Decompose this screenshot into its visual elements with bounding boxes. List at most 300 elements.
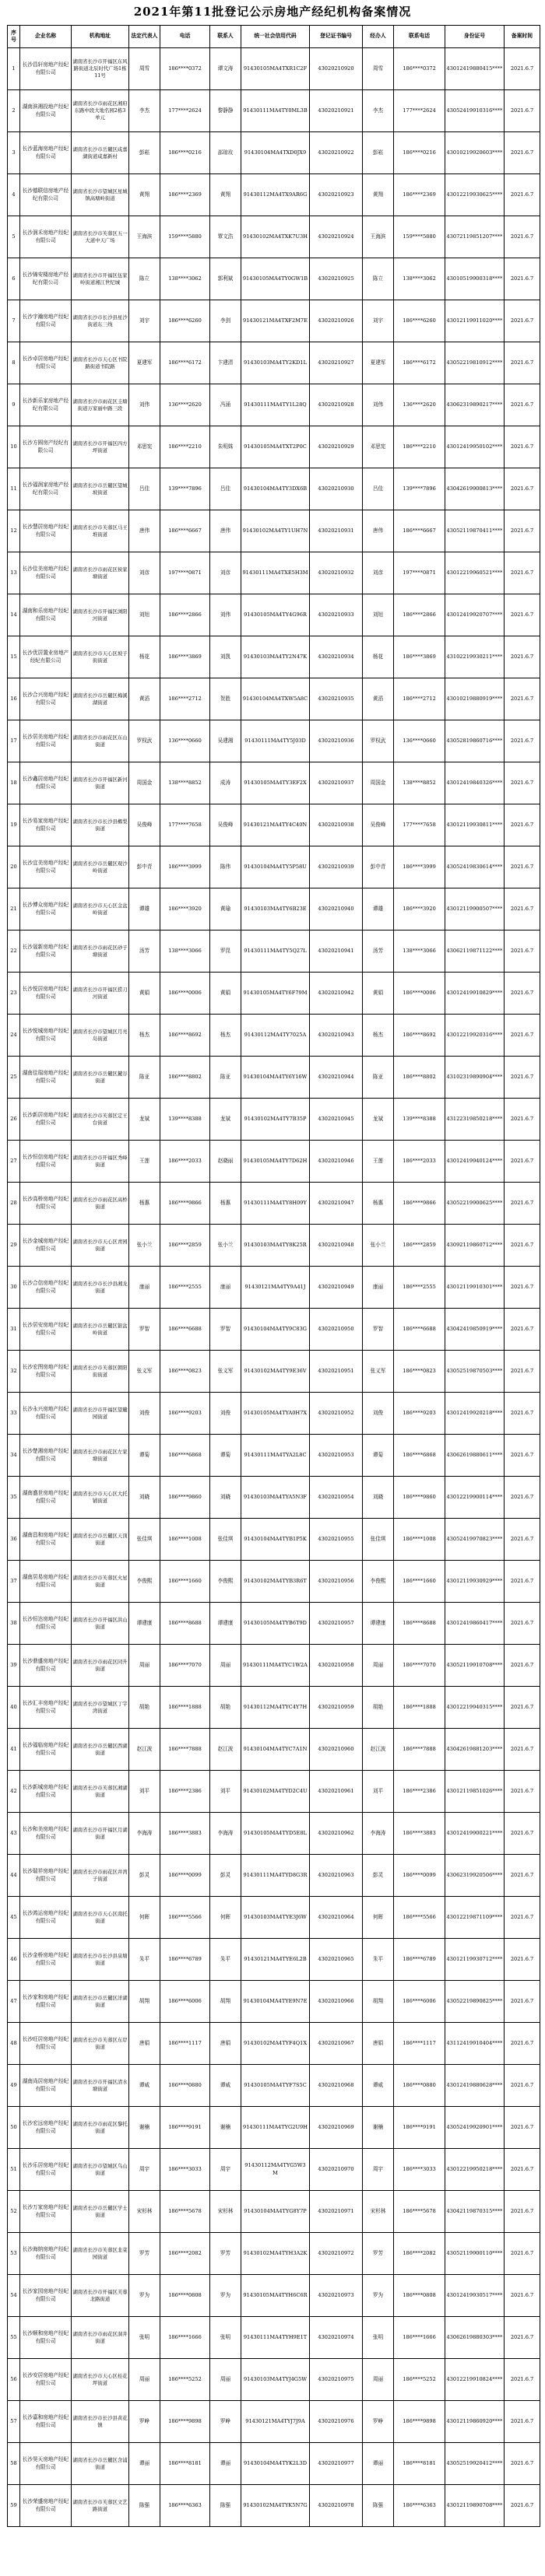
cell-agent: 宋杉林	[363, 2191, 394, 2233]
cell-credit-code: 91430112MA4TX9AR6G	[241, 174, 310, 216]
cell-seq: 30	[8, 1267, 20, 1309]
cell-seq: 47	[8, 1981, 20, 2023]
cell-id-number: 43102219930211****	[445, 636, 505, 678]
page-title: 2021年第11批登记公示房地产经纪机构备案情况	[133, 5, 412, 19]
cell-company: 长沙宏图房地产经纪有限公司	[20, 1351, 72, 1393]
cell-agent: 刘旭	[363, 594, 394, 636]
table-row	[8, 1267, 540, 1309]
cell-registration-number: 43020210947	[310, 1183, 363, 1225]
cell-seq: 36	[8, 1519, 20, 1561]
cell-date: 2021.6.7	[505, 48, 540, 90]
cell-seq: 32	[8, 1351, 20, 1393]
cell-registration-number: 43020210972	[310, 2233, 363, 2275]
cell-id-number: 43052819860716****	[445, 720, 505, 762]
cell-address: 湖南省长沙市岳麓区咸嘉湖街道咸嘉新村	[72, 132, 129, 174]
cell-seq: 23	[8, 973, 20, 1015]
cell-agent: 罗智	[363, 1309, 394, 1351]
cell-contact: 康丽	[210, 1267, 241, 1309]
cell-tel: 186****6667	[394, 510, 445, 552]
cell-contact: 陈伟	[210, 846, 241, 888]
cell-contact: 张明	[210, 2317, 241, 2359]
cell-address: 湖南省长沙市天心区青园街道	[72, 1225, 129, 1267]
cell-tel: 186****0006	[394, 973, 445, 1015]
cell-seq: 1	[8, 48, 20, 90]
cell-date: 2021.6.7	[505, 720, 540, 762]
cell-rep: 罗峥	[129, 2401, 160, 2443]
table-row	[8, 594, 540, 636]
cell-registration-number: 43020210965	[310, 1939, 363, 1981]
cell-agent: 邓思宪	[363, 426, 394, 468]
cell-credit-code: 91430111MA4TY5J03D	[241, 720, 310, 762]
cell-tel: 186****5252	[394, 2359, 445, 2401]
cell-tel: 138****3062	[394, 258, 445, 300]
cell-id-number: 43012119910301****	[445, 1267, 505, 1309]
table-row	[8, 1309, 540, 1351]
cell-phone: 186****1888	[160, 1687, 210, 1729]
cell-rep: 周丽	[129, 2359, 160, 2401]
cell-seq: 10	[8, 426, 20, 468]
cell-rep: 李海涛	[129, 1813, 160, 1855]
cell-company: 长沙金桥房地产经纪有限公司	[20, 1939, 72, 1981]
cell-id-number: 43012219940315****	[445, 1687, 505, 1729]
cell-date: 2021.6.7	[505, 1519, 540, 1561]
cell-tel: 186****8688	[394, 1603, 445, 1645]
header-phone: 电话	[160, 26, 210, 48]
header-company: 企业名称	[20, 26, 72, 48]
cell-contact: 张佳琪	[210, 1519, 241, 1561]
cell-contact: 周宇	[210, 2149, 241, 2191]
cell-id-number: 43010519900318****	[445, 258, 505, 300]
cell-credit-code: 91430102MA4TYH3A2K	[241, 2233, 310, 2275]
cell-seq: 22	[8, 931, 20, 973]
cell-contact: 杨杰	[210, 1015, 241, 1057]
cell-address: 湖南省长沙市岳麓区梅溪湖街道	[72, 678, 129, 720]
cell-id-number: 43012119860920****	[445, 2401, 505, 2443]
cell-id-number: 43012419920707****	[445, 594, 505, 636]
cell-id-number: 43052419920901****	[445, 2107, 505, 2149]
cell-tel: 186****6868	[394, 1435, 445, 1477]
cell-credit-code: 91430121MA4TYJ7J9A	[241, 2401, 310, 2443]
cell-tel: 186****0099	[394, 1855, 445, 1897]
cell-company: 长沙顺和房地产经纪有限公司	[20, 2317, 72, 2359]
cell-id-number: 43012119930929****	[445, 1561, 505, 1603]
cell-tel: 186****7070	[394, 1645, 445, 1687]
cell-date: 2021.6.7	[505, 1981, 540, 2023]
cell-seq: 31	[8, 1309, 20, 1351]
table-row	[8, 216, 540, 258]
cell-registration-number: 43020210925	[310, 258, 363, 300]
cell-address: 湖南省长沙市岳麓区银盆岭街道	[72, 1309, 129, 1351]
cell-address: 湖南省长沙市雨花区洞井街道	[72, 2317, 129, 2359]
cell-date: 2021.6.7	[505, 2233, 540, 2275]
cell-credit-code: 91430104MA4TY6Y16W	[241, 1057, 310, 1099]
cell-seq: 34	[8, 1435, 20, 1477]
cell-seq: 9	[8, 384, 20, 426]
table-row	[8, 426, 540, 468]
cell-date: 2021.6.7	[505, 2317, 540, 2359]
cell-company: 长沙宇瀚房地产经纪有限公司	[20, 300, 72, 342]
cell-agent: 谭威	[363, 2065, 394, 2107]
cell-rep: 汤芳	[129, 931, 160, 973]
table-row	[8, 384, 540, 426]
cell-contact: 谭菊	[210, 1435, 241, 1477]
cell-seq: 42	[8, 1771, 20, 1813]
cell-agent: 陈亚	[363, 1057, 394, 1099]
cell-contact: 吴俊峰	[210, 804, 241, 846]
cell-phone: 186****0006	[160, 973, 210, 1015]
cell-credit-code: 91430104MA4TYG8Y7P	[241, 2191, 310, 2233]
cell-phone: 186****9866	[160, 1183, 210, 1225]
cell-agent: 赵江波	[363, 1729, 394, 1771]
cell-credit-code: 91430111MA4TYC1W2A	[241, 1645, 310, 1687]
cell-tel: 186****1117	[394, 2023, 445, 2065]
cell-agent: 张佳琪	[363, 1519, 394, 1561]
cell-phone: 197****0871	[160, 552, 210, 594]
cell-contact: 李俊熙	[210, 1561, 241, 1603]
cell-agent: 唐娟	[363, 2023, 394, 2065]
cell-company: 长沙博众房地产经纪有限公司	[20, 888, 72, 931]
cell-company: 长沙鑫居房地产经纪有限公司	[20, 762, 72, 804]
cell-address: 湖南省长沙市天心区大托铺街道	[72, 1477, 129, 1519]
cell-agent: 夏建军	[363, 342, 394, 384]
cell-credit-code: 91430102MA4TXK7U3H	[241, 216, 310, 258]
cell-phone: 138****3062	[160, 258, 210, 300]
cell-date: 2021.6.7	[505, 1309, 540, 1351]
cell-phone: 186****8181	[160, 2443, 210, 2485]
cell-company: 长沙鼎盛房地产经纪有限公司	[20, 1645, 72, 1687]
cell-rep: 张佳琪	[129, 1519, 160, 1561]
cell-phone: 186****2386	[160, 1771, 210, 1813]
cell-seq: 2	[8, 90, 20, 132]
cell-rep: 罗芳	[129, 2233, 160, 2275]
cell-address: 湖南省长沙市雨花区同升街道	[72, 1645, 129, 1687]
cell-registration-number: 43020210948	[310, 1225, 363, 1267]
cell-seq: 35	[8, 1477, 20, 1519]
cell-address: 湖南省长沙市开福区新河街道	[72, 762, 129, 804]
cell-credit-code: 91430102MA4TY1UH7N	[241, 510, 310, 552]
cell-tel: 186****2712	[394, 678, 445, 720]
cell-company: 长沙新城房地产经纪有限公司	[20, 1771, 72, 1813]
cell-rep: 罗权武	[129, 720, 160, 762]
cell-registration-number: 43020210943	[310, 1015, 363, 1057]
cell-address: 湖南省长沙市岳麓区洋湖街道	[72, 1981, 129, 2023]
table-row	[8, 2443, 540, 2485]
cell-company: 长沙悦居房地产经纪有限公司	[20, 973, 72, 1015]
cell-date: 2021.6.7	[505, 678, 540, 720]
cell-rep: 何晖	[129, 1897, 160, 1939]
cell-tel: 186****2555	[394, 1267, 445, 1309]
cell-phone: 186****0099	[160, 1855, 210, 1897]
cell-phone: 186****6688	[160, 1309, 210, 1351]
cell-registration-number: 43020210934	[310, 636, 363, 678]
cell-seq: 25	[8, 1057, 20, 1099]
cell-rep: 刘晓	[129, 1477, 160, 1519]
cell-id-number: 43042619900813****	[445, 468, 505, 510]
cell-agent: 陈立	[363, 258, 394, 300]
cell-id-number: 43012419860417****	[445, 1603, 505, 1645]
cell-registration-number: 43020210960	[310, 1729, 363, 1771]
cell-id-number: 43012219920316****	[445, 1015, 505, 1057]
cell-company: 长沙安居房地产经纪有限公司	[20, 2359, 72, 2401]
cell-credit-code: 91430111MA4TY8H09Y	[241, 1183, 310, 1225]
cell-contact: 唐娟	[210, 2023, 241, 2065]
cell-phone: 186****7070	[160, 1645, 210, 1687]
cell-tel: 186****0808	[394, 2275, 445, 2317]
cell-date: 2021.6.7	[505, 1813, 540, 1855]
cell-id-number: 43012219910824****	[445, 2359, 505, 2401]
cell-credit-code: 91430103MA4TYE3J6W	[241, 1897, 310, 1939]
cell-seq: 3	[8, 132, 20, 174]
cell-agent: 康丽	[363, 1267, 394, 1309]
cell-address: 湖南省长沙市天心区桂花坪街道	[72, 2359, 129, 2401]
cell-id-number: 43042119870315****	[445, 2191, 505, 2233]
cell-registration-number: 43020210970	[310, 2149, 363, 2191]
cell-address: 湖南省长沙市开福区清水塘街道	[72, 2065, 129, 2107]
cell-tel: 186****6688	[394, 1309, 445, 1351]
cell-phone: 186****6006	[160, 1981, 210, 2023]
cell-credit-code: 91430105MA4TY4G96R	[241, 594, 310, 636]
cell-rep: 黄翔	[129, 174, 160, 216]
cell-company: 长沙嘉和房地产经纪有限公司	[20, 2401, 72, 2443]
cell-id-number: 43052219810912****	[445, 342, 505, 384]
cell-company: 长沙恒达房地产经纪有限公司	[20, 1603, 72, 1645]
cell-tel: 186****0823	[394, 1351, 445, 1393]
cell-agent: 周丽	[363, 1645, 394, 1687]
cell-seq: 18	[8, 762, 20, 804]
cell-id-number: 43012119930712****	[445, 1939, 505, 1981]
cell-company: 长沙汇丰房地产经纪有限公司	[20, 1687, 72, 1729]
cell-id-number: 43052219900625****	[445, 1183, 505, 1225]
cell-date: 2021.6.7	[505, 2023, 540, 2065]
cell-seq: 51	[8, 2149, 20, 2191]
cell-contact: 刘晓	[210, 1477, 241, 1519]
cell-id-number: 43012219900114****	[445, 1477, 505, 1519]
cell-registration-number: 43020210962	[310, 1813, 363, 1855]
cell-address: 湖南省长沙市芙蓉区湘湖街道	[72, 1771, 129, 1813]
cell-company: 长沙鸿运房地产经纪有限公司	[20, 1897, 72, 1939]
cell-company: 长沙德联信房地产经纪有限公司	[20, 174, 72, 216]
cell-date: 2021.6.7	[505, 1057, 540, 1099]
cell-company: 长沙金城房地产经纪有限公司	[20, 1225, 72, 1267]
cell-agent: 李俊熙	[363, 1561, 394, 1603]
cell-registration-number: 43020210945	[310, 1099, 363, 1141]
cell-id-number: 43062619880303****	[445, 2317, 505, 2359]
cell-address: 湖南省长沙市开福区四方坪街道	[72, 426, 129, 468]
cell-rep: 黄娟	[129, 973, 160, 1015]
cell-registration-number: 43020210935	[310, 678, 363, 720]
cell-seq: 58	[8, 2443, 20, 2485]
cell-contact: 胡艳	[210, 1687, 241, 1729]
cell-address: 湖南省长沙市长沙县泉塘街道	[72, 1939, 129, 1981]
cell-agent: 张义军	[363, 1351, 394, 1393]
table-row	[8, 762, 540, 804]
table-row	[8, 510, 540, 552]
cell-registration-number: 43020210953	[310, 1435, 363, 1477]
cell-company: 长沙居安房地产经纪有限公司	[20, 1309, 72, 1351]
cell-contact: 刘彦	[210, 552, 241, 594]
cell-credit-code: 91430103MA4TY2KD1L	[241, 342, 310, 384]
cell-id-number: 43012119930811****	[445, 804, 505, 846]
cell-registration-number: 43020210932	[310, 552, 363, 594]
cell-date: 2021.6.7	[505, 174, 540, 216]
cell-registration-number: 43020210950	[310, 1309, 363, 1351]
cell-credit-code: 91430105MA4TY0GW1B	[241, 258, 310, 300]
cell-agent: 朱平	[363, 1939, 394, 1981]
cell-address: 湖南省长沙市岳麓区学士街道	[72, 2191, 129, 2233]
cell-agent: 谢楠	[363, 2107, 394, 2149]
cell-contact: 罗智	[210, 1309, 241, 1351]
cell-address: 湖南省长沙市开福区捞刀河街道	[72, 973, 129, 1015]
cell-agent: 谭丽	[363, 2443, 394, 2485]
cell-phone: 186****2210	[160, 426, 210, 468]
cell-company: 湖南佳瑞房地产经纪有限公司	[20, 1057, 72, 1099]
cell-contact: 张义军	[210, 1351, 241, 1393]
table-row	[8, 132, 540, 174]
cell-contact: 覃文浩	[210, 216, 241, 258]
cell-contact: 罗芳	[210, 2233, 241, 2275]
cell-credit-code: 91430105MA4TY7D62H	[241, 1141, 310, 1183]
cell-contact: 谭威	[210, 2065, 241, 2107]
cell-registration-number: 43020210926	[310, 300, 363, 342]
cell-credit-code: 91430112MA4TYG5W3M	[241, 2149, 310, 2191]
cell-address: 湖南省长沙市芙蓉区文艺路街道	[72, 2485, 129, 2527]
cell-agent: 吴俊峰	[363, 804, 394, 846]
cell-registration-number: 43020210938	[310, 804, 363, 846]
cell-date: 2021.6.7	[505, 973, 540, 1015]
table-row	[8, 2359, 540, 2401]
table-row	[8, 1099, 540, 1141]
cell-credit-code: 91430111MA4TYH9E1T	[241, 2317, 310, 2359]
cell-agent: 胡翔	[363, 1981, 394, 2023]
cell-registration-number: 43020210961	[310, 1771, 363, 1813]
cell-credit-code: 91430104MA4TYC7A1N	[241, 1729, 310, 1771]
cell-phone: 186****2866	[160, 594, 210, 636]
cell-credit-code: 91430111MA4TY1L28Q	[241, 384, 310, 426]
cell-registration-number: 43020210967	[310, 2023, 363, 2065]
cell-seq: 52	[8, 2191, 20, 2233]
cell-rep: 周宇	[129, 2149, 160, 2191]
cell-rep: 张明	[129, 2317, 160, 2359]
cell-credit-code: 91430111MA4TYD8G3R	[241, 1855, 310, 1897]
cell-address: 湖南省长沙市开福区浏阳河街道	[72, 594, 129, 636]
cell-phone: 186****0808	[160, 2275, 210, 2317]
cell-address: 湖南省长沙市开福区伍家岭街道湘江世纪城	[72, 258, 129, 300]
cell-credit-code: 91430105MA4TY6F79M	[241, 973, 310, 1015]
cell-tel: 186****3869	[394, 636, 445, 678]
cell-rep: 夏建军	[129, 342, 160, 384]
cell-phone: 186****3869	[160, 636, 210, 678]
cell-rep: 陈强	[129, 2485, 160, 2527]
cell-credit-code: 91430103MA4TYA5N3F	[241, 1477, 310, 1519]
cell-phone: 186****2555	[160, 1267, 210, 1309]
cell-credit-code: 91430102MA4TYD2C4U	[241, 1771, 310, 1813]
cell-company: 长沙福润家房地产经纪有限公司	[20, 468, 72, 510]
cell-date: 2021.6.7	[505, 846, 540, 888]
cell-tel: 186****5566	[394, 1897, 445, 1939]
cell-tel: 186****2859	[394, 1225, 445, 1267]
cell-registration-number: 43020210973	[310, 2275, 363, 2317]
cell-contact: 赵江波	[210, 1729, 241, 1771]
cell-seq: 49	[8, 2065, 20, 2107]
table-row	[8, 90, 540, 132]
cell-id-number: 43072119851207****	[445, 216, 505, 258]
cell-credit-code: 91430104MA4TYK2L3D	[241, 2443, 310, 2485]
cell-tel: 186****9866	[394, 1183, 445, 1225]
cell-date: 2021.6.7	[505, 468, 540, 510]
cell-seq: 29	[8, 1225, 20, 1267]
cell-date: 2021.6.7	[505, 2359, 540, 2401]
cell-tel: 177****7658	[394, 804, 445, 846]
cell-address: 湖南省长沙市岳麓区麓谷街道	[72, 1057, 129, 1099]
cell-registration-number: 43020210929	[310, 426, 363, 468]
cell-tel: 186****2082	[394, 2233, 445, 2275]
cell-seq: 20	[8, 846, 20, 888]
cell-company: 长沙优居置业房地产经纪有限公司	[20, 636, 72, 678]
cell-agent: 刘伟	[363, 384, 394, 426]
cell-address: 湖南省长沙市天心区坡子街街道	[72, 636, 129, 678]
cell-tel: 139****8388	[394, 1099, 445, 1141]
cell-address: 湖南省长沙市开福区望麓园街道	[72, 1393, 129, 1435]
cell-contact: 郭利斌	[210, 258, 241, 300]
cell-address: 湖南省长沙市岳麓区观沙岭街道	[72, 846, 129, 888]
cell-address: 湖南省长沙市雨花区高桥街道	[72, 1183, 129, 1225]
cell-id-number: 43012419880628****	[445, 2065, 505, 2107]
cell-date: 2021.6.7	[505, 90, 540, 132]
cell-tel: 186****1660	[394, 1561, 445, 1603]
cell-rep: 谭威	[129, 2065, 160, 2107]
cell-id-number: 43012419900221****	[445, 1813, 505, 1855]
cell-credit-code: 91430111MA4TYG2U9H	[241, 2107, 310, 2149]
cell-registration-number: 43020210976	[310, 2401, 363, 2443]
cell-id-number: 43122319850218****	[445, 1099, 505, 1141]
cell-contact: 刘俊	[210, 1393, 241, 1435]
cell-address: 湖南省长沙市岳麓区天顶街道	[72, 1519, 129, 1561]
cell-agent: 罗芳	[363, 2233, 394, 2275]
cell-seq: 8	[8, 342, 20, 384]
header-contact: 联系人	[210, 26, 241, 48]
cell-date: 2021.6.7	[505, 1603, 540, 1645]
cell-registration-number: 43020210975	[310, 2359, 363, 2401]
cell-agent: 何晖	[363, 1897, 394, 1939]
cell-contact: 胡翔	[210, 1981, 241, 2023]
cell-company: 长沙润禾房地产经纪有限公司	[20, 216, 72, 258]
cell-registration-number: 43020210964	[310, 1897, 363, 1939]
cell-date: 2021.6.7	[505, 804, 540, 846]
cell-phone: 138****3066	[160, 931, 210, 973]
cell-tel: 186****6006	[394, 1981, 445, 2023]
cell-agent: 黄滔	[363, 678, 394, 720]
cell-date: 2021.6.7	[505, 594, 540, 636]
table-row	[8, 1771, 540, 1813]
cell-contact: 谢楠	[210, 2107, 241, 2149]
cell-id-number: 43052119910708****	[445, 1645, 505, 1687]
table-row	[8, 2485, 540, 2527]
cell-tel: 186****3883	[394, 1813, 445, 1855]
cell-phone: 186****5678	[160, 2191, 210, 2233]
cell-id-number: 43052419970823****	[445, 1519, 505, 1561]
table-header	[8, 26, 540, 48]
cell-date: 2021.6.7	[505, 1393, 540, 1435]
cell-credit-code: 91430104MA4TXW5A8C	[241, 678, 310, 720]
cell-rep: 李俊熙	[129, 1561, 160, 1603]
cell-address: 湖南省长沙市雨花区圭塘街道万家丽中路三段	[72, 384, 129, 426]
header-address: 机构地址	[72, 26, 129, 48]
cell-contact: 李海涛	[210, 1813, 241, 1855]
cell-id-number: 43012419920218****	[445, 1393, 505, 1435]
table-row	[8, 1183, 540, 1225]
cell-address: 湖南省长沙市芙蓉区火星街道	[72, 1561, 129, 1603]
cell-agent: 周丽	[363, 2359, 394, 2401]
